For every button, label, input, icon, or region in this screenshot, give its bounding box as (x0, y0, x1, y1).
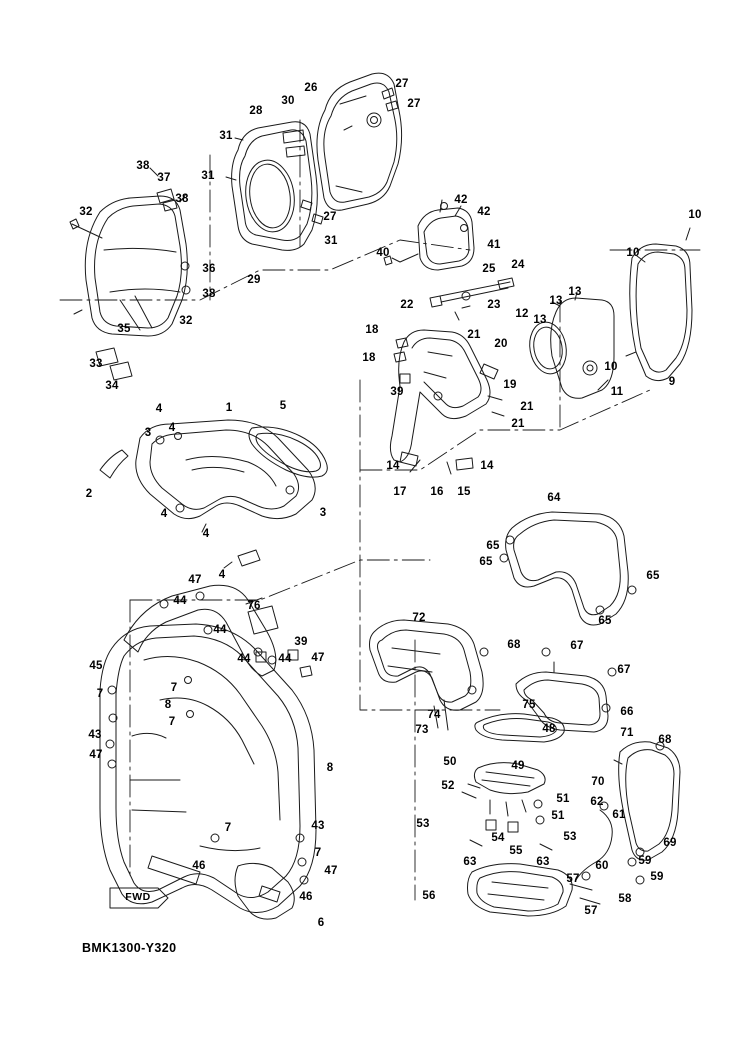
callout-number: 47 (311, 652, 325, 664)
part-64-trim (500, 512, 636, 625)
part-8-leg-shield (100, 624, 316, 919)
part-26-panel (317, 73, 402, 210)
callout-number: 27 (407, 98, 421, 110)
callout-number: 37 (157, 172, 171, 184)
callout-number: 65 (646, 570, 660, 582)
callout-number: 5 (279, 400, 287, 412)
part-49-connector (462, 763, 552, 850)
callout-number: 72 (412, 612, 426, 624)
callout-number: 50 (443, 756, 457, 768)
callout-number: 33 (89, 358, 103, 370)
callout-number: 65 (486, 540, 500, 552)
callout-number: 13 (568, 286, 582, 298)
callout-number: 23 (487, 299, 501, 311)
callout-number: 44 (237, 653, 251, 665)
diagram-part-number: BMK1300-Y320 (82, 941, 177, 955)
callout-number: 4 (160, 508, 168, 520)
callout-number: 7 (314, 847, 322, 859)
callout-number: 14 (386, 460, 400, 472)
callout-number: 18 (365, 324, 379, 336)
callout-number: 68 (658, 734, 672, 746)
callout-number: 1 (225, 402, 233, 414)
callout-number: 44 (213, 624, 227, 636)
callout-number: 47 (89, 749, 103, 761)
callout-number: 64 (547, 492, 561, 504)
callout-number: 28 (249, 105, 263, 117)
callout-number: 65 (598, 615, 612, 627)
callout-number: 44 (173, 595, 187, 607)
part-17-support (390, 330, 504, 474)
callout-number: 38 (175, 193, 189, 205)
callout-number: 60 (595, 860, 609, 872)
callout-number: 49 (511, 760, 525, 772)
callout-number: 14 (480, 460, 494, 472)
fwd-direction-badge (108, 886, 168, 908)
callout-number: 32 (179, 315, 193, 327)
callout-number: 48 (542, 723, 556, 735)
callout-number: 7 (168, 716, 176, 728)
callout-number: 4 (218, 569, 226, 581)
callout-number: 4 (168, 422, 176, 434)
callout-number: 26 (304, 82, 318, 94)
callout-number: 4 (202, 528, 210, 540)
callout-number: 75 (522, 699, 536, 711)
callout-number: 53 (416, 818, 430, 830)
callout-number: 63 (463, 856, 477, 868)
callout-number: 18 (362, 352, 376, 364)
callout-number: 10 (626, 247, 640, 259)
callout-number: 32 (79, 206, 93, 218)
callout-number: 21 (511, 418, 525, 430)
callout-number: 11 (610, 386, 624, 398)
callout-number: 57 (584, 905, 598, 917)
callout-number: 4 (155, 403, 163, 415)
callout-number: 71 (620, 727, 634, 739)
callout-number: 70 (591, 776, 605, 788)
callout-number: 38 (202, 288, 216, 300)
callout-number: 41 (487, 239, 501, 251)
callout-number: 46 (192, 860, 206, 872)
callout-number: 31 (219, 130, 233, 142)
callout-number: 21 (520, 401, 534, 413)
callout-number: 39 (294, 636, 308, 648)
callout-number: 69 (663, 837, 677, 849)
callout-number: 35 (117, 323, 131, 335)
callout-number: 27 (395, 78, 409, 90)
callout-number: 3 (319, 507, 327, 519)
callout-number: 46 (299, 891, 313, 903)
callout-number: 10 (604, 361, 618, 373)
callout-number: 68 (507, 639, 521, 651)
callout-number: 62 (590, 796, 604, 808)
callout-number: 40 (376, 247, 390, 259)
callout-number: 67 (617, 664, 631, 676)
callout-number: 38 (136, 160, 150, 172)
part-28-inner-panel (226, 122, 317, 251)
callout-number: 7 (170, 682, 178, 694)
callout-number: 13 (533, 314, 547, 326)
callout-number: 6 (317, 917, 325, 929)
callout-number: 74 (427, 709, 441, 721)
part-35-cover (70, 168, 193, 380)
callout-number: 52 (441, 780, 455, 792)
callout-number: 21 (467, 329, 481, 341)
callout-number: 66 (620, 706, 634, 718)
callout-number: 36 (202, 263, 216, 275)
callout-number: 42 (454, 194, 468, 206)
callout-number: 59 (638, 855, 652, 867)
callout-number: 7 (224, 822, 232, 834)
callout-number: 30 (281, 95, 295, 107)
callout-number: 44 (278, 653, 292, 665)
callout-number: 10 (688, 209, 702, 221)
callout-number: 17 (393, 486, 407, 498)
callout-number: 53 (563, 831, 577, 843)
callout-number: 9 (668, 376, 676, 388)
callout-number: 31 (201, 170, 215, 182)
callout-number: 55 (509, 845, 523, 857)
part-24-rod (430, 278, 514, 320)
callout-number: 24 (511, 259, 525, 271)
callout-number: 29 (247, 274, 261, 286)
callout-number: 27 (323, 211, 337, 223)
callout-number: 8 (164, 699, 172, 711)
callout-number: 43 (311, 820, 325, 832)
callout-number: 22 (400, 299, 414, 311)
callout-number: 58 (618, 893, 632, 905)
fwd-label: FWD (125, 891, 151, 903)
callout-number: 54 (491, 832, 505, 844)
callout-number: 12 (515, 308, 529, 320)
callout-number: 47 (324, 865, 338, 877)
callout-number: 67 (570, 640, 584, 652)
callout-number: 20 (494, 338, 508, 350)
part-41-bracket (384, 200, 474, 270)
callout-number: 45 (89, 660, 103, 672)
callout-number: 42 (477, 206, 491, 218)
callout-number: 76 (247, 600, 261, 612)
callout-number: 63 (536, 856, 550, 868)
callout-number: 31 (324, 235, 338, 247)
callout-number: 25 (482, 263, 496, 275)
callout-number: 39 (390, 386, 404, 398)
callout-number: 15 (457, 486, 471, 498)
part-1-handlebar-cover (100, 420, 327, 568)
callout-number: 51 (556, 793, 570, 805)
part-27-fasteners (301, 88, 398, 224)
callout-number: 59 (650, 871, 664, 883)
callout-number: 65 (479, 556, 493, 568)
callout-number: 8 (326, 762, 334, 774)
callout-number: 61 (612, 809, 626, 821)
callout-number: 2 (85, 488, 93, 500)
callout-number: 13 (549, 295, 563, 307)
callout-number: 3 (144, 427, 152, 439)
part-12-panel (526, 292, 614, 398)
callout-number: 34 (105, 380, 119, 392)
callout-number: 51 (551, 810, 565, 822)
callout-number: 57 (566, 873, 580, 885)
callout-number: 7 (96, 688, 104, 700)
callout-number: 56 (422, 890, 436, 902)
callout-number: 16 (430, 486, 444, 498)
callout-number: 43 (88, 729, 102, 741)
callout-number: 47 (188, 574, 202, 586)
callout-number: 73 (415, 724, 429, 736)
callout-number: 19 (503, 379, 517, 391)
